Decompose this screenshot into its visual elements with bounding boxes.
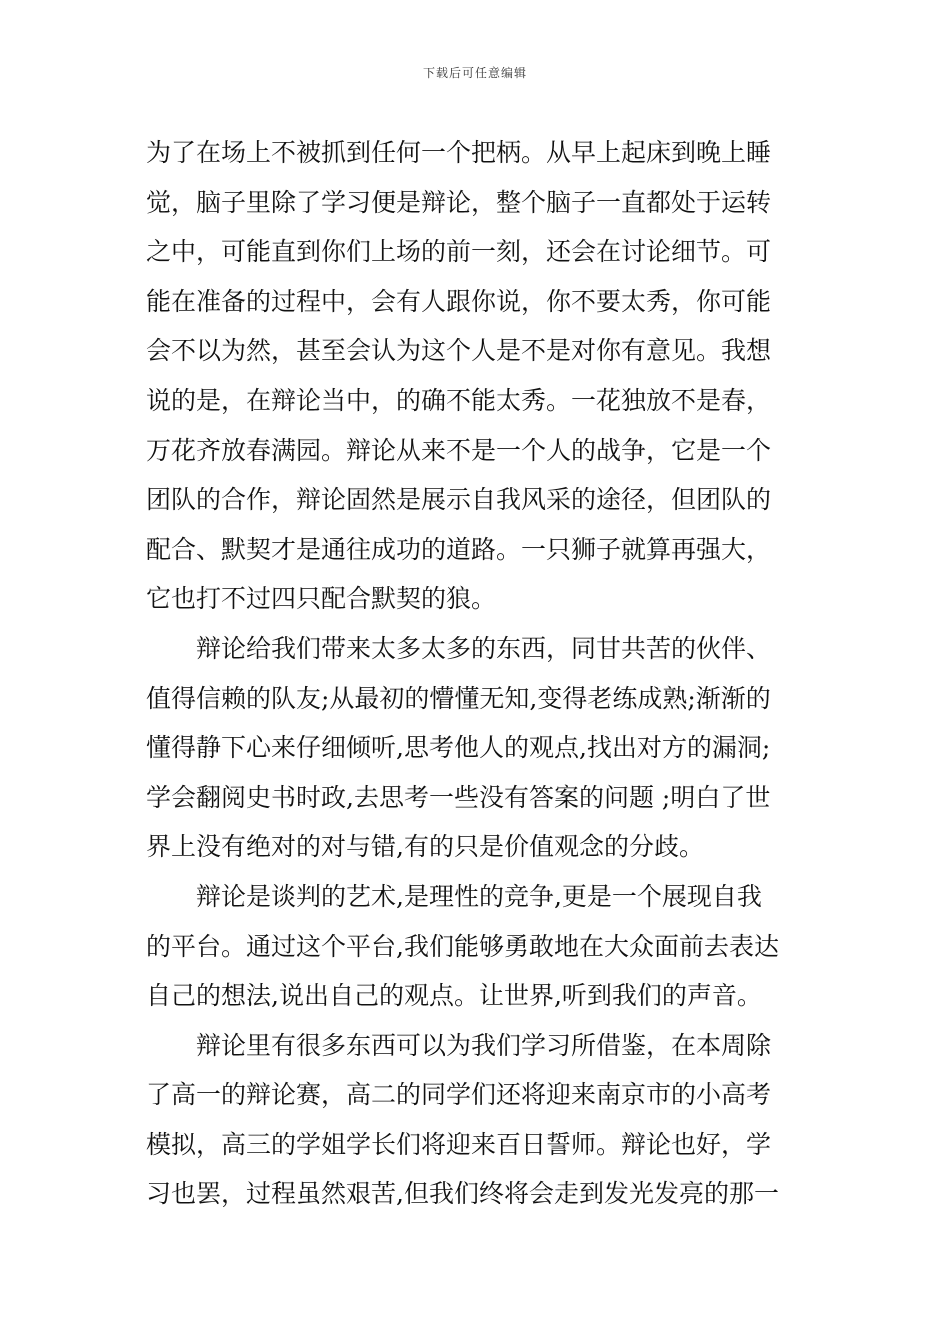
text-line: 觉，脑子里除了学习便是辩论，整个脑子一直都处于运转	[146, 187, 772, 217]
paragraph-1	[146, 128, 806, 624]
text-line: 习也罢，过程虽然艰苦,但我们终将会走到发光发亮的那一	[146, 1179, 779, 1209]
text-line: 万花齐放春满园。辩论从来不是一个人的战争，它是一个	[146, 435, 772, 465]
text-line: 的平台。通过这个平台,我们能够勇敢地在大众面前去表达	[146, 931, 779, 961]
text-line: 辩论是谈判的艺术,是理性的竞争,更是一个展现自我	[196, 881, 762, 911]
text-line: 懂得静下心来仔细倾听,思考他人的观点,找出对方的漏洞;	[146, 733, 771, 763]
text-line: 为了在场上不被抓到任何一个把柄。从早上起床到晚上睡	[146, 138, 772, 167]
text-line: 学会翻阅史书时政,去思考一些没有答案的问题 ;明白了世	[146, 782, 771, 812]
paragraph-4	[146, 1021, 806, 1219]
download-note: 下载后可任意编辑	[422, 66, 527, 80]
text-line: 会不以为然，甚至会认为这个人是不是对你有意见。我想	[146, 336, 772, 366]
text-line: 辩论里有很多东西可以为我们学习所借鉴，在本周除	[196, 1030, 772, 1060]
text-line: 它也打不过四只配合默契的狼。	[146, 584, 497, 614]
document-body	[146, 128, 806, 1219]
text-line: 说的是，在辩论当中，的确不能太秀。一花独放不是春，	[146, 385, 772, 415]
text-line: 值得信赖的队友;从最初的懵懂无知,变得老练成熟;渐渐的	[146, 683, 771, 713]
text-line: 能在准备的过程中，会有人跟你说，你不要太秀，你可能	[146, 286, 772, 316]
text-line: 了高一的辩论赛，高二的同学们还将迎来南京市的小高考	[146, 1080, 772, 1110]
text-line: 之中，可能直到你们上场的前一刻，还会在讨论细节。可	[146, 237, 772, 267]
text-line: 模拟，高三的学姐学长们将迎来百日誓师。辩论也好，学	[146, 1129, 772, 1159]
paragraph-3	[146, 872, 806, 1021]
paragraph-2	[146, 624, 806, 872]
text-line: 团队的合作，辩论固然是展示自我风采的途径，但团队的	[146, 485, 772, 515]
text-line: 配合、默契才是通往成功的道路。一只狮子就算再强大，	[146, 534, 772, 564]
text-line: 界上没有绝对的对与错,有的只是价值观念的分歧。	[146, 832, 704, 862]
text-line: 辩论给我们带来太多太多的东西，同甘共苦的伙伴、	[196, 633, 772, 663]
text-line: 自己的想法,说出自己的观点。让世界,听到我们的声音。	[146, 981, 762, 1011]
